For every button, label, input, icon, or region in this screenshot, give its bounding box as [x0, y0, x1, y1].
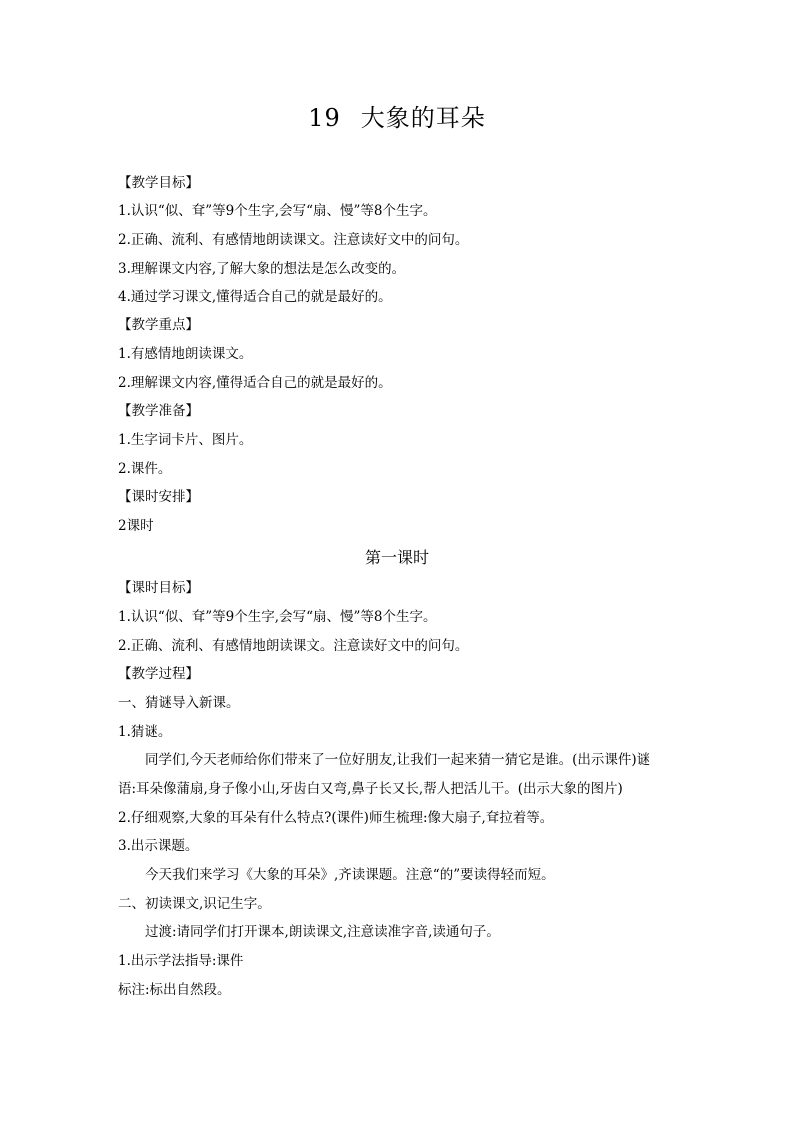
- process-step-1: 一、猜谜导入新课。: [118, 695, 240, 711]
- paragraph-line: 同学们,今天老师给你们带来了一位好朋友,让我们一起来猜一猜它是谁。(出示课件)谜: [145, 752, 651, 768]
- section-heading-preparation: 【教学准备】: [118, 403, 199, 419]
- lesson-goal-1: 1.认识“似、耷”等9个生字,会写“扇、慢”等8个生字。: [118, 609, 437, 625]
- goal-item-2: 2.正确、流利、有感情地朗读课文。注意读好文中的问句。: [118, 232, 469, 248]
- process-step-2: 二、初读课文,识记生字。: [118, 896, 271, 912]
- title-text: 大象的耳朵: [360, 104, 486, 132]
- paragraph-line: 过渡:请同学们打开课本,朗读课文,注意读准字音,读通句子。: [145, 924, 500, 940]
- preparation-item-2: 2.课件。: [118, 461, 172, 477]
- section-heading-teaching-goals: 【教学目标】: [118, 175, 199, 191]
- section-heading-lesson-goals: 【课时目标】: [118, 580, 199, 596]
- paragraph-line: 语:耳朵像蒲扇,身子像小山,牙齿白又弯,鼻子长又长,帮人把活儿干。(出示大象的图片): [118, 781, 623, 797]
- key-point-1: 1.有感情地朗读课文。: [118, 346, 253, 362]
- process-substep: 3.出示课题。: [118, 838, 199, 854]
- key-point-2: 2.理解课文内容,懂得适合自己的就是最好的。: [118, 375, 392, 391]
- paragraph-line: 今天我们来学习《大象的耳朵》,齐读课题。注意“的”要读得轻而短。: [145, 867, 555, 883]
- document-title: [0, 98, 794, 138]
- process-substep: 2.仔细观察,大象的耳朵有什么特点?(课件)师生梳理:像大扇子,耷拉着等。: [118, 810, 554, 826]
- process-substep: 1.出示学法指导:课件: [118, 953, 244, 969]
- goal-item-4: 4.通过学习课文,懂得适合自己的就是最好的。: [118, 289, 392, 305]
- lesson-goal-2: 2.正确、流利、有感情地朗读课文。注意读好文中的问句。: [118, 638, 469, 654]
- goal-item-1: 1.认识“似、耷”等9个生字,会写“扇、慢”等8个生字。: [118, 203, 437, 219]
- preparation-item-1: 1.生字词卡片、图片。: [118, 432, 253, 448]
- annotation-line: 标注:标出自然段。: [118, 982, 231, 998]
- section-heading-key-points: 【教学重点】: [118, 317, 199, 333]
- section-heading-schedule: 【课时安排】: [118, 489, 199, 505]
- goal-item-3: 3.理解课文内容,了解大象的想法是怎么改变的。: [118, 261, 406, 277]
- title-number: 19: [308, 104, 341, 132]
- section-heading-process: 【教学过程】: [118, 666, 199, 682]
- schedule-value: 2课时: [118, 518, 154, 534]
- lesson-subtitle: 第一课时: [364, 548, 429, 567]
- process-substep: 1.猜谜。: [118, 724, 172, 740]
